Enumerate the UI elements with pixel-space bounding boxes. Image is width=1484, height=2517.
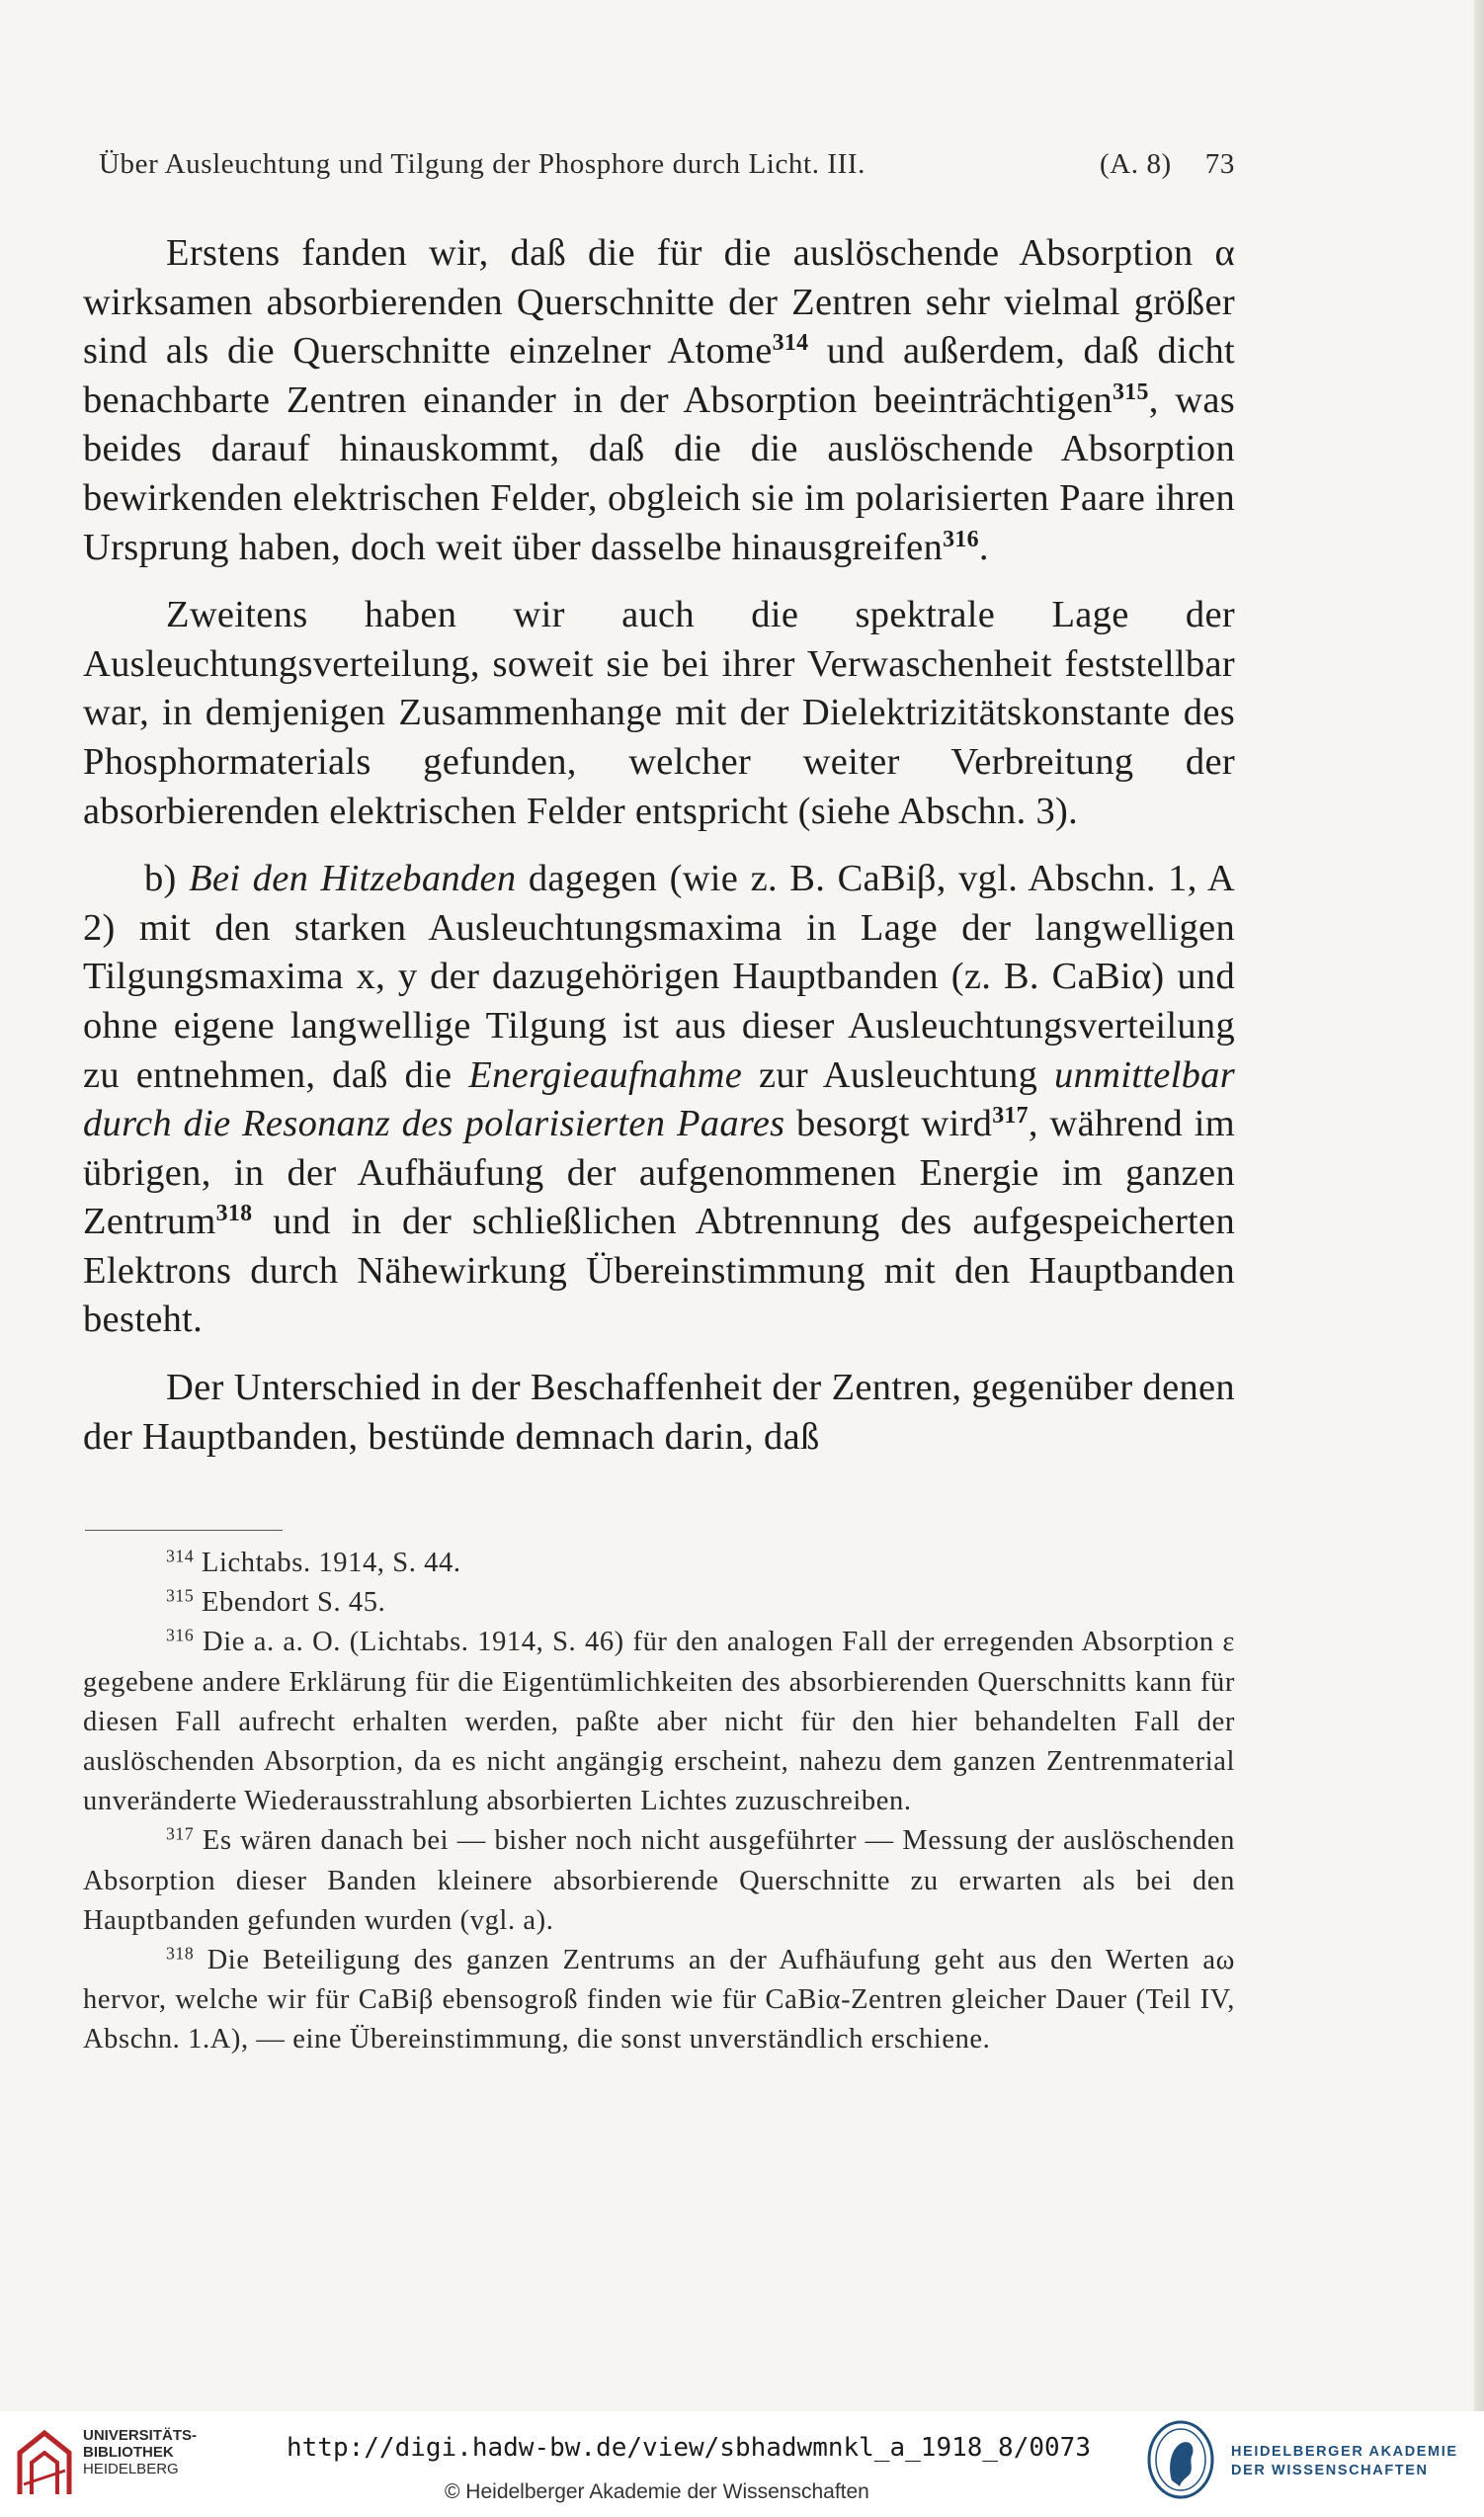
section-label: (A. 8) <box>1099 148 1172 180</box>
footnote-number: 318 <box>166 1943 195 1964</box>
copyright-notice: © Heidelberger Akademie der Wissenschaften <box>445 2480 869 2503</box>
footnote-317 <box>83 1821 1235 1941</box>
footnote-number: 314 <box>166 1546 195 1566</box>
text-run: b) <box>144 858 190 900</box>
paragraph-2: Zweitens haben wir auch die spektrale Lage der Ausleuchtungsverteilung, soweit sie bei ihrer Verwaschenheit feststellbar war, in demjenigen Zusammenhange mit der Dielektrizitätskonstante des Phosphormaterials gefunden, welcher weiter Verbreitung der absorbierenden elektrischen Felder entspricht (siehe Abschn. 3). <box>83 594 1235 832</box>
academy-name <box>1231 2443 1468 2480</box>
footnote-ref-314[interactable]: 314 <box>772 330 809 357</box>
text-run: und in der schließlichen Abtrennung des aufgespeicherten Elektrons durch Nähewirkung Übereinstimmung mit den Hauptbanden besteht. <box>83 1201 1235 1341</box>
footnote-315 <box>83 1583 1235 1623</box>
header-right <box>1100 148 1235 181</box>
academy-line-1: HEIDELBERGER AKADEMIE <box>1231 2444 1458 2460</box>
academy-seal-icon[interactable] <box>1146 2419 1215 2500</box>
page-number: 73 <box>1204 148 1235 180</box>
paragraph-3 <box>83 855 1235 1345</box>
university-library-logo-icon[interactable] <box>14 2425 75 2502</box>
footnote-text: Ebendort S. 45. <box>194 1587 386 1619</box>
university-line-3: HEIDELBERG <box>83 2461 179 2477</box>
footnotes <box>83 1544 1235 2060</box>
footnote-318 <box>83 1941 1235 2060</box>
running-title: Über Ausleuchtung und Tilgung der Phosphore durch Licht. III. <box>99 148 866 180</box>
text-run: dagegen (wie z. B. CaBiβ, vgl. Abschn. 1, A 2) mit den starken Ausleuchtungsmaxima in Lage der langwelligen Tilgungsmaxima x, y der dazugehörigen Hauptbanden (z. B. CaBiα) und ohne eigene langwellige Tilgung ist aus dieser Ausleuchtungsverteilung zu entnehmen, daß die <box>83 858 1235 1096</box>
paragraph-1 <box>83 229 1235 572</box>
footnote-text: Die a. a. O. (Lichtabs. 1914, S. 46) für den analogen Fall der erregenden Absorption ε gegebene andere Erklärung für die Eigentümlichkeiten des absorbierenden Querschnitts kann für diesen Fall aufrecht erhalten werden, paßte aber nicht für den hier behandelten Fall der auslöschenden Absorption, da es nicht angängig erscheint, nahezu dem ganzen Zentrenmaterial unveränderte Wiederausstrahlung absorbierten Lichtes zuzuschreiben. <box>83 1627 1235 1817</box>
italic-phrase: unmittelbar durch die Resonanz des polarisierten Paares <box>83 1053 1235 1145</box>
university-line-2: BIBLIOTHEK <box>83 2444 174 2461</box>
running-header <box>99 148 1235 181</box>
scan-page-edge <box>1474 0 1484 2411</box>
footnote-314 <box>83 1544 1235 1583</box>
footnote-text: Lichtabs. 1914, S. 44. <box>194 1548 461 1578</box>
footnote-ref-317[interactable]: 317 <box>992 1102 1029 1129</box>
footnote-316 <box>83 1623 1235 1821</box>
main-text <box>83 229 1235 1480</box>
text-run: Erstens fanden wir, daß die für die auslöschende Absorption α wirksamen absorbierenden Querschnitte der Zentren sehr vielmal größer sind als die Querschnitte einzelner Atome <box>83 232 1235 373</box>
text-run: . <box>978 526 989 568</box>
academy-line-2: DER WISSENSCHAFTEN <box>1231 2463 1429 2478</box>
permalink-url[interactable]: http://digi.hadw-bw.de/view/sbhadwmnkl_a_1918_8/0073 <box>287 2433 1091 2463</box>
university-line-1: UNIVERSITÄTS- <box>83 2427 198 2444</box>
footnote-ref-316[interactable]: 316 <box>943 526 979 552</box>
text-run: zur Ausleuchtung <box>742 1053 1055 1096</box>
text-run: und außerdem, daß dicht benachbarte Zentren einander in der Absorption beeinträchtigen <box>83 330 1235 421</box>
footnote-text: Die Beteiligung des ganzen Zentrums an der Aufhäufung geht aus den Werten aω hervor, welche wir für CaBiβ ebensogroß finden wie für CaBiα-Zentren gleicher Dauer (Teil IV, Abschn. 1.A), — eine Übereinstimmung, die sonst unverständlich erschiene. <box>83 1945 1235 2056</box>
footnote-separator <box>85 1530 283 1531</box>
footnote-number: 316 <box>166 1625 195 1645</box>
paragraph-4: Der Unterschied in der Beschaffenheit der Zentren, gegenüber denen der Hauptbanden, bestünde demnach darin, daß <box>83 1367 1235 1458</box>
footnote-number: 317 <box>166 1823 195 1844</box>
italic-phrase: Bei den Hitzebanden <box>189 858 517 900</box>
footnote-ref-318[interactable]: 318 <box>215 1201 253 1227</box>
italic-phrase: Energieaufnahme <box>468 1053 743 1096</box>
footnote-number: 315 <box>166 1585 195 1606</box>
text-run: , während im übrigen, in der Aufhäufung der aufgenommenen Energie im ganzen Zentrum <box>83 1103 1235 1243</box>
footnote-ref-315[interactable]: 315 <box>1113 378 1149 405</box>
text-run: besorgt wird <box>784 1103 993 1145</box>
footnote-text: Es wären danach bei — bisher noch nicht ausgeführter — Messung der auslöschenden Absorption dieser Banden kleinere absorbierende Querschnitte zu erwarten als bei den Hauptbanden gefunden wurden (vgl. a). <box>83 1825 1235 1936</box>
text-run: , was beides darauf hinauskommt, daß die die auslöschende Absorption bewirkenden elektrischen Felder, obgleich sie im polarisierten Paare ihren Ursprung haben, doch weit über dasselbe hinausgreifen <box>83 378 1235 568</box>
university-library-name <box>83 2427 231 2477</box>
